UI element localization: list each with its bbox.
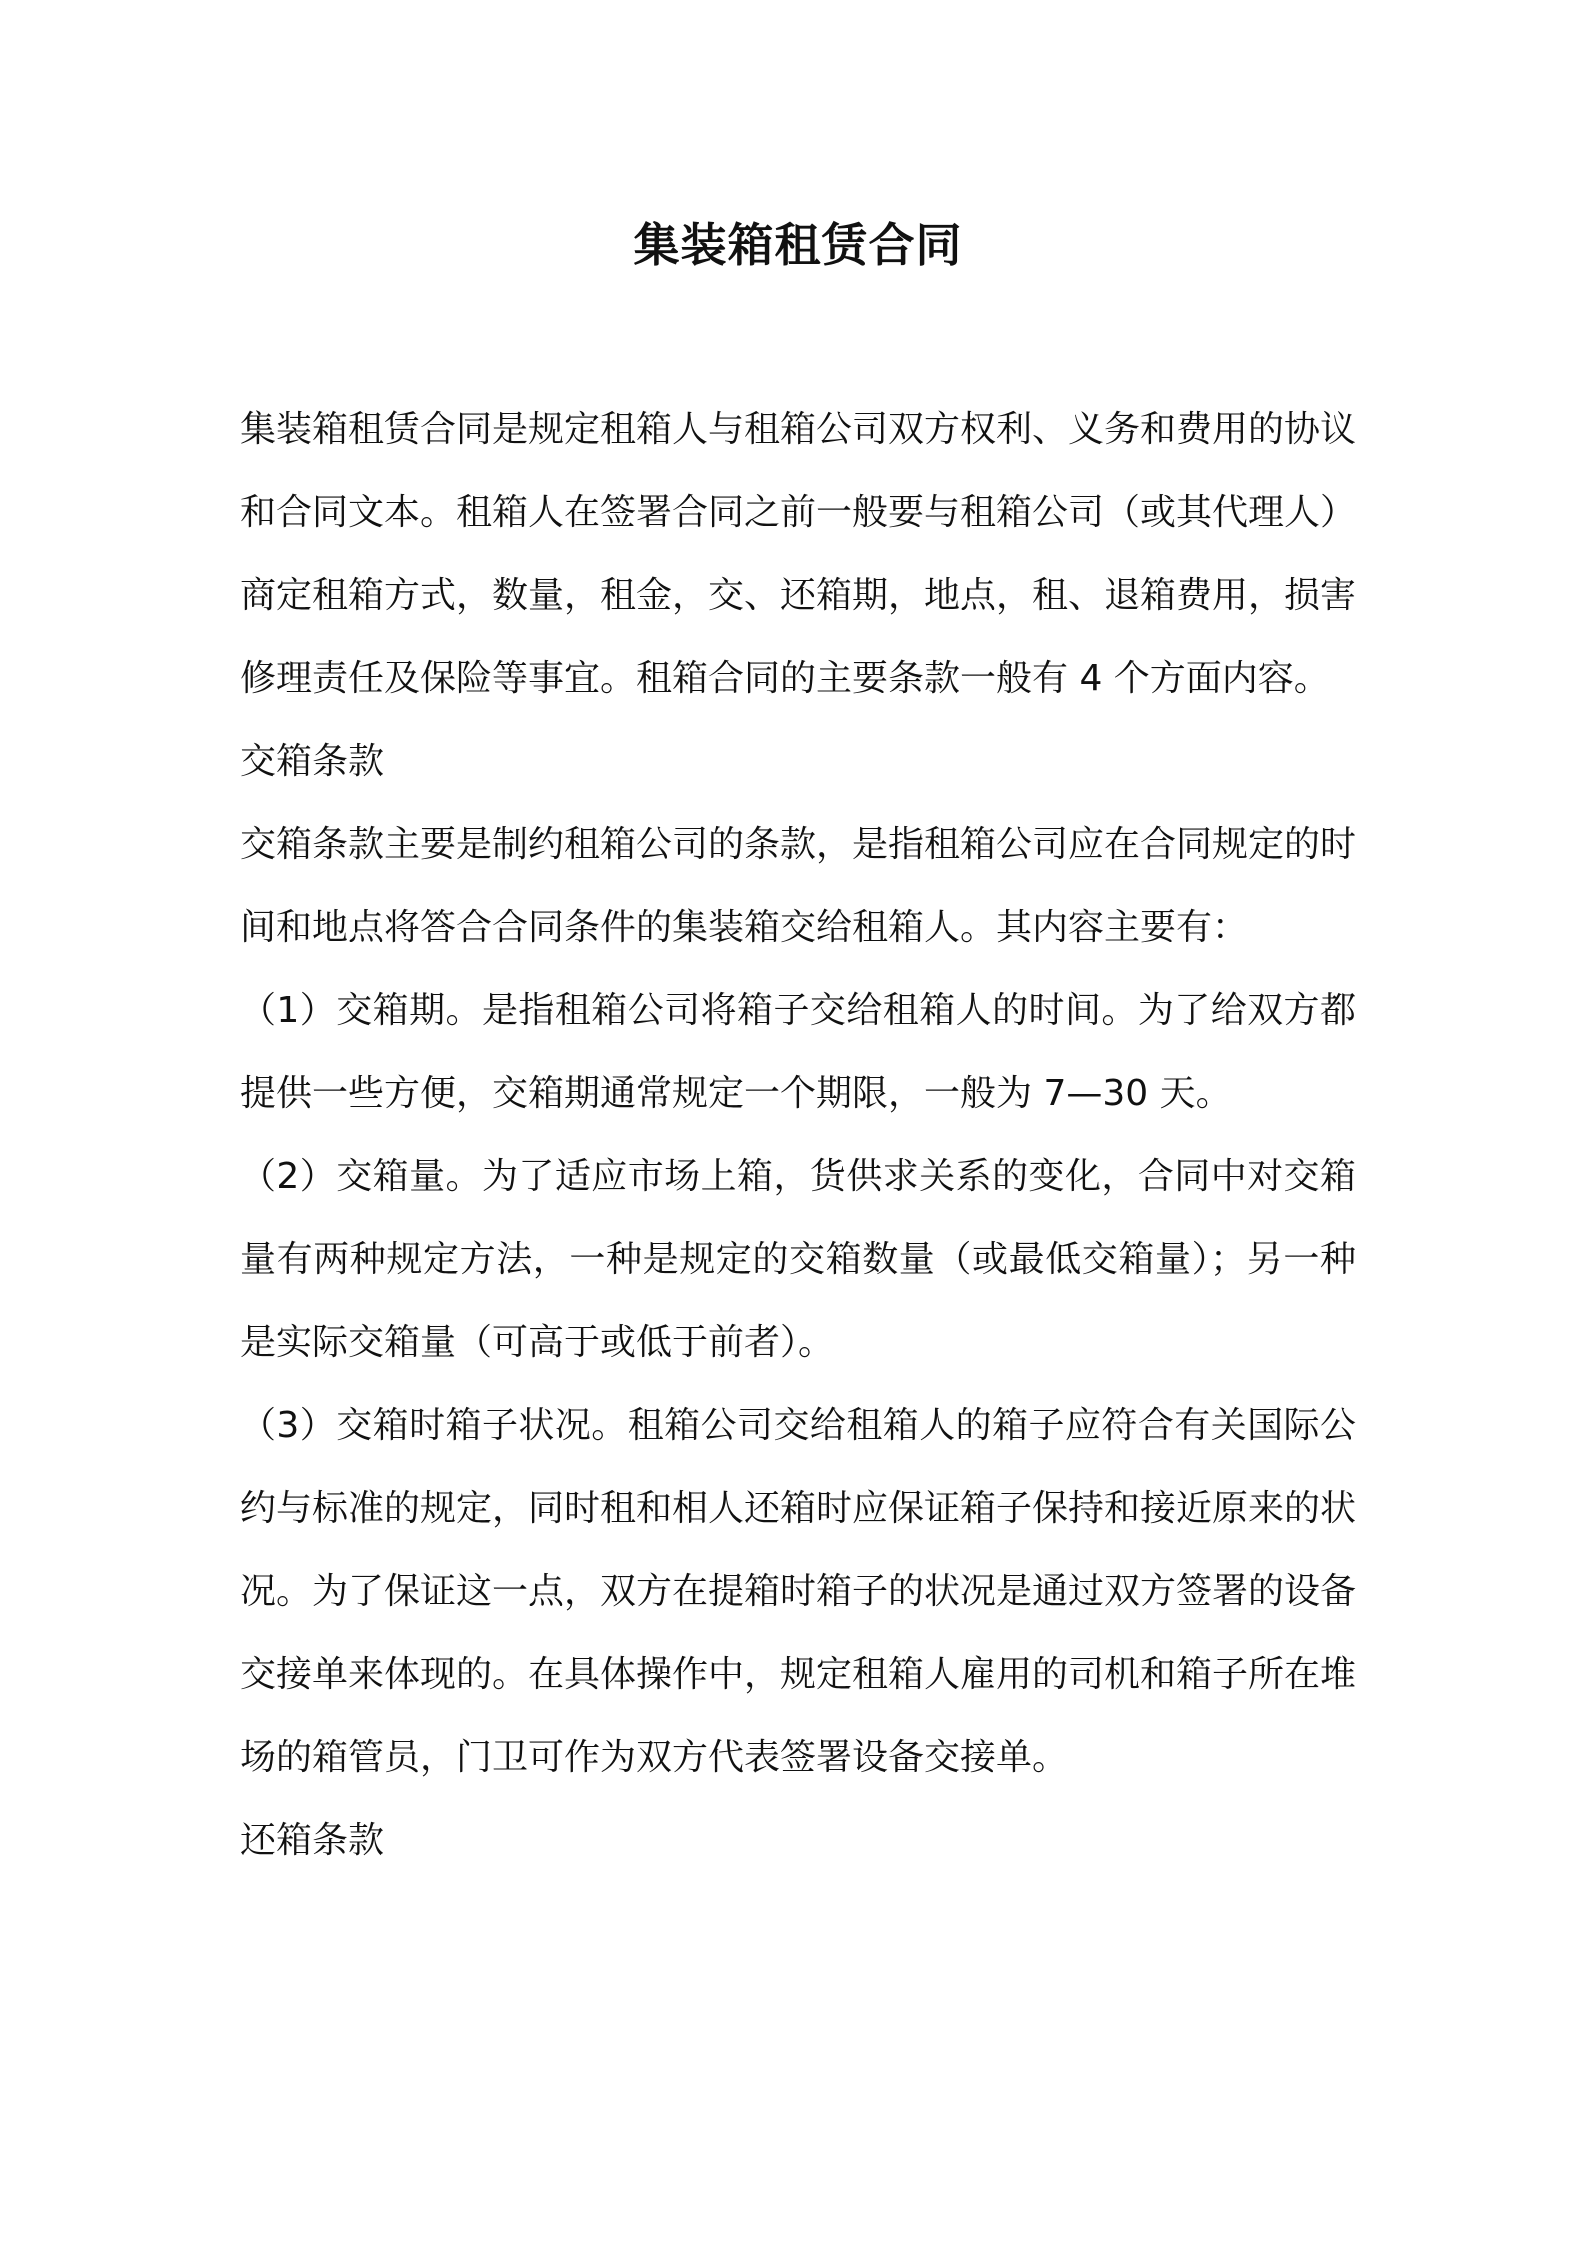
intro-paragraph: 集装箱租赁合同是规定租箱人与租箱公司双方权利、义务和费用的协议和合同文本。租箱人在签署合同之前一般要与租箱公司（或其代理人）商定租箱方式，数量，租金，交、还箱期，地点，租、退箱费用，损害修理责任及保险等事宜。租箱合同的主要条款一般有 4 个方面内容。 — [240, 409, 1357, 699]
delivery-period-paragraph: （1）交箱期。是指租箱公司将箱子交给租箱人的时间。为了给双方都提供一些方便，交箱期通常规定一个期限，一般为 7—30 天。 — [240, 990, 1356, 1114]
section-heading-delivery: 交箱条款 — [240, 741, 385, 782]
section-heading-return: 还箱条款 — [240, 1820, 385, 1861]
document-body — [240, 388, 1356, 1882]
delivery-quantity-paragraph: （2）交箱量。为了适应市场上箱，货供求关系的变化，合同中对交箱量有两种规定方法，一种是规定的交箱数量（或最低交箱量）；另一种是实际交箱量（可高于或低于前者）。 — [240, 1156, 1356, 1363]
document-title: 集装箱租赁合同 — [633, 218, 963, 272]
delivery-condition-paragraph: （3）交箱时箱子状况。租箱公司交给租箱人的箱子应符合有关国际公约与标准的规定，同时租和相人还箱时应保证箱子保持和接近原来的状况。为了保证这一点，双方在提箱时箱子的状况是通过双方签署的设备交接单来体现的。在具体操作中，规定租箱人雇用的司机和箱子所在堆场的箱管员，门卫可作为双方代表签署设备交接单。 — [240, 1405, 1357, 1778]
delivery-clause-paragraph: 交箱条款主要是制约租箱公司的条款，是指租箱公司应在合同规定的时间和地点将答合合同条件的集装箱交给租箱人。其内容主要有： — [240, 824, 1357, 948]
